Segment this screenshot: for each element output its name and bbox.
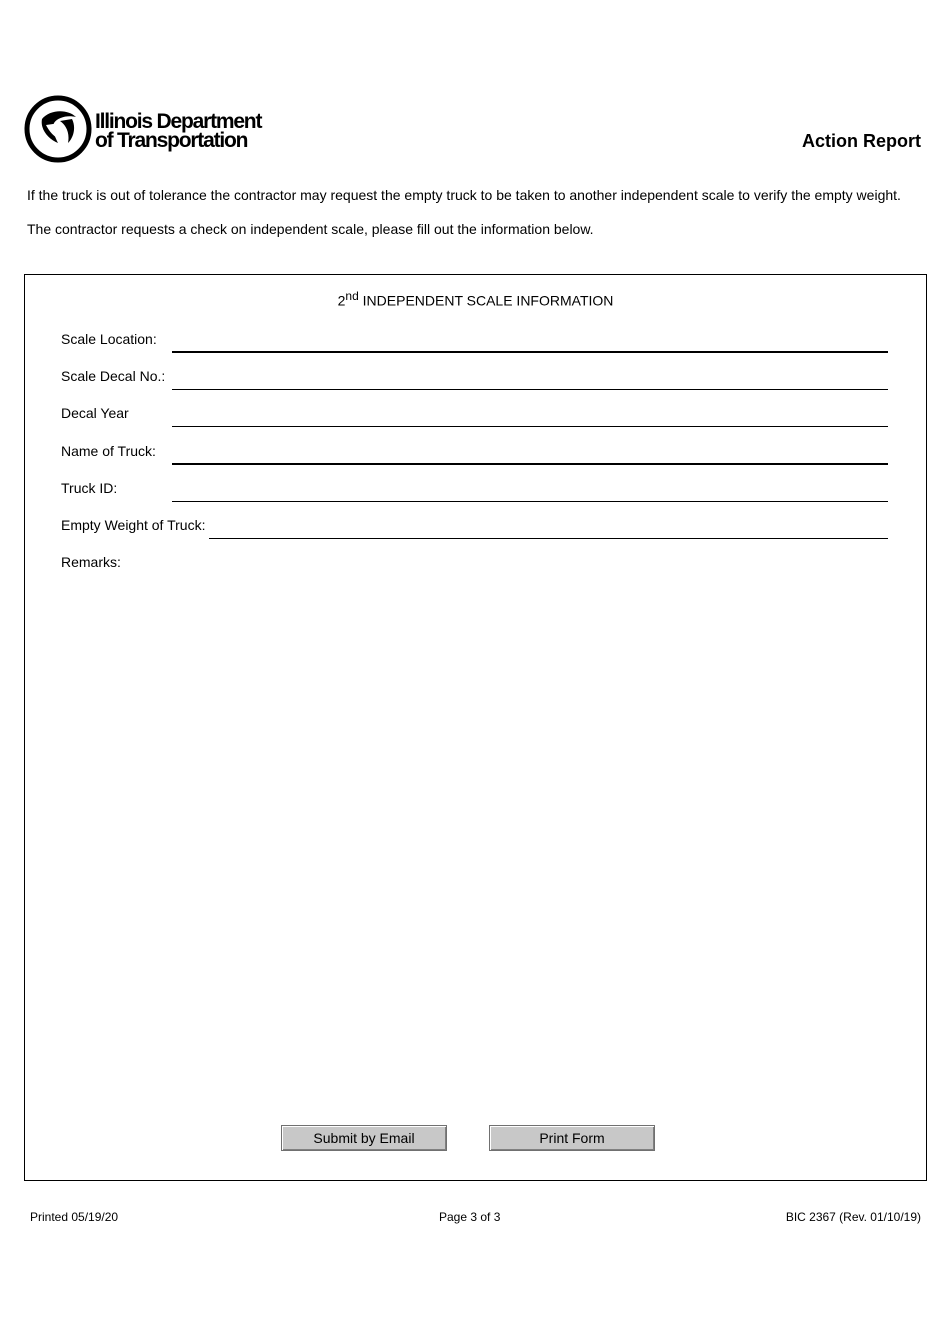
section-heading: 2nd INDEPENDENT SCALE INFORMATION (337, 289, 614, 309)
scale-location-field[interactable] (172, 351, 888, 353)
idot-logo (24, 95, 284, 167)
idot-emblem-icon (24, 95, 92, 163)
print-form-button[interactable]: Print Form (489, 1125, 655, 1151)
intro-text-2: The contractor requests a check on independent scale, please fill out the information below. (27, 221, 594, 237)
scale-information-box (24, 274, 927, 1181)
printed-date: Printed 05/19/20 (30, 1210, 119, 1224)
decal-year-field[interactable] (172, 426, 888, 427)
name-of-truck-field[interactable] (172, 463, 888, 465)
heading-superscript: nd (345, 289, 359, 303)
decal-year-label: Decal Year (61, 405, 129, 421)
form-id: BIC 2367 (Rev. 01/10/19) (785, 1210, 921, 1224)
empty-weight-field[interactable] (209, 538, 888, 539)
agency-name-line2: of Transportation (95, 129, 248, 152)
truck-id-field[interactable] (172, 501, 888, 502)
report-title: Action Report (802, 131, 921, 151)
truck-id-label: Truck ID: (61, 480, 118, 496)
empty-weight-label: Empty Weight of Truck: (61, 517, 206, 533)
intro-text-1: If the truck is out of tolerance the contractor may request the empty truck to be taken to another independent scale to verify the empty weight. (27, 187, 901, 203)
scale-location-label: Scale Location: (61, 331, 157, 347)
agency-name (95, 112, 261, 150)
scale-decal-no-field[interactable] (172, 389, 888, 390)
submit-by-email-button[interactable]: Submit by Email (281, 1125, 447, 1151)
remarks-field[interactable] (61, 575, 888, 1095)
remarks-label: Remarks: (61, 554, 121, 570)
scale-decal-no-label: Scale Decal No.: (61, 368, 166, 384)
name-of-truck-label: Name of Truck: (61, 443, 156, 459)
page-number: Page 3 of 3 (439, 1210, 501, 1224)
agency-name-line1: Illinois Department (95, 110, 262, 133)
